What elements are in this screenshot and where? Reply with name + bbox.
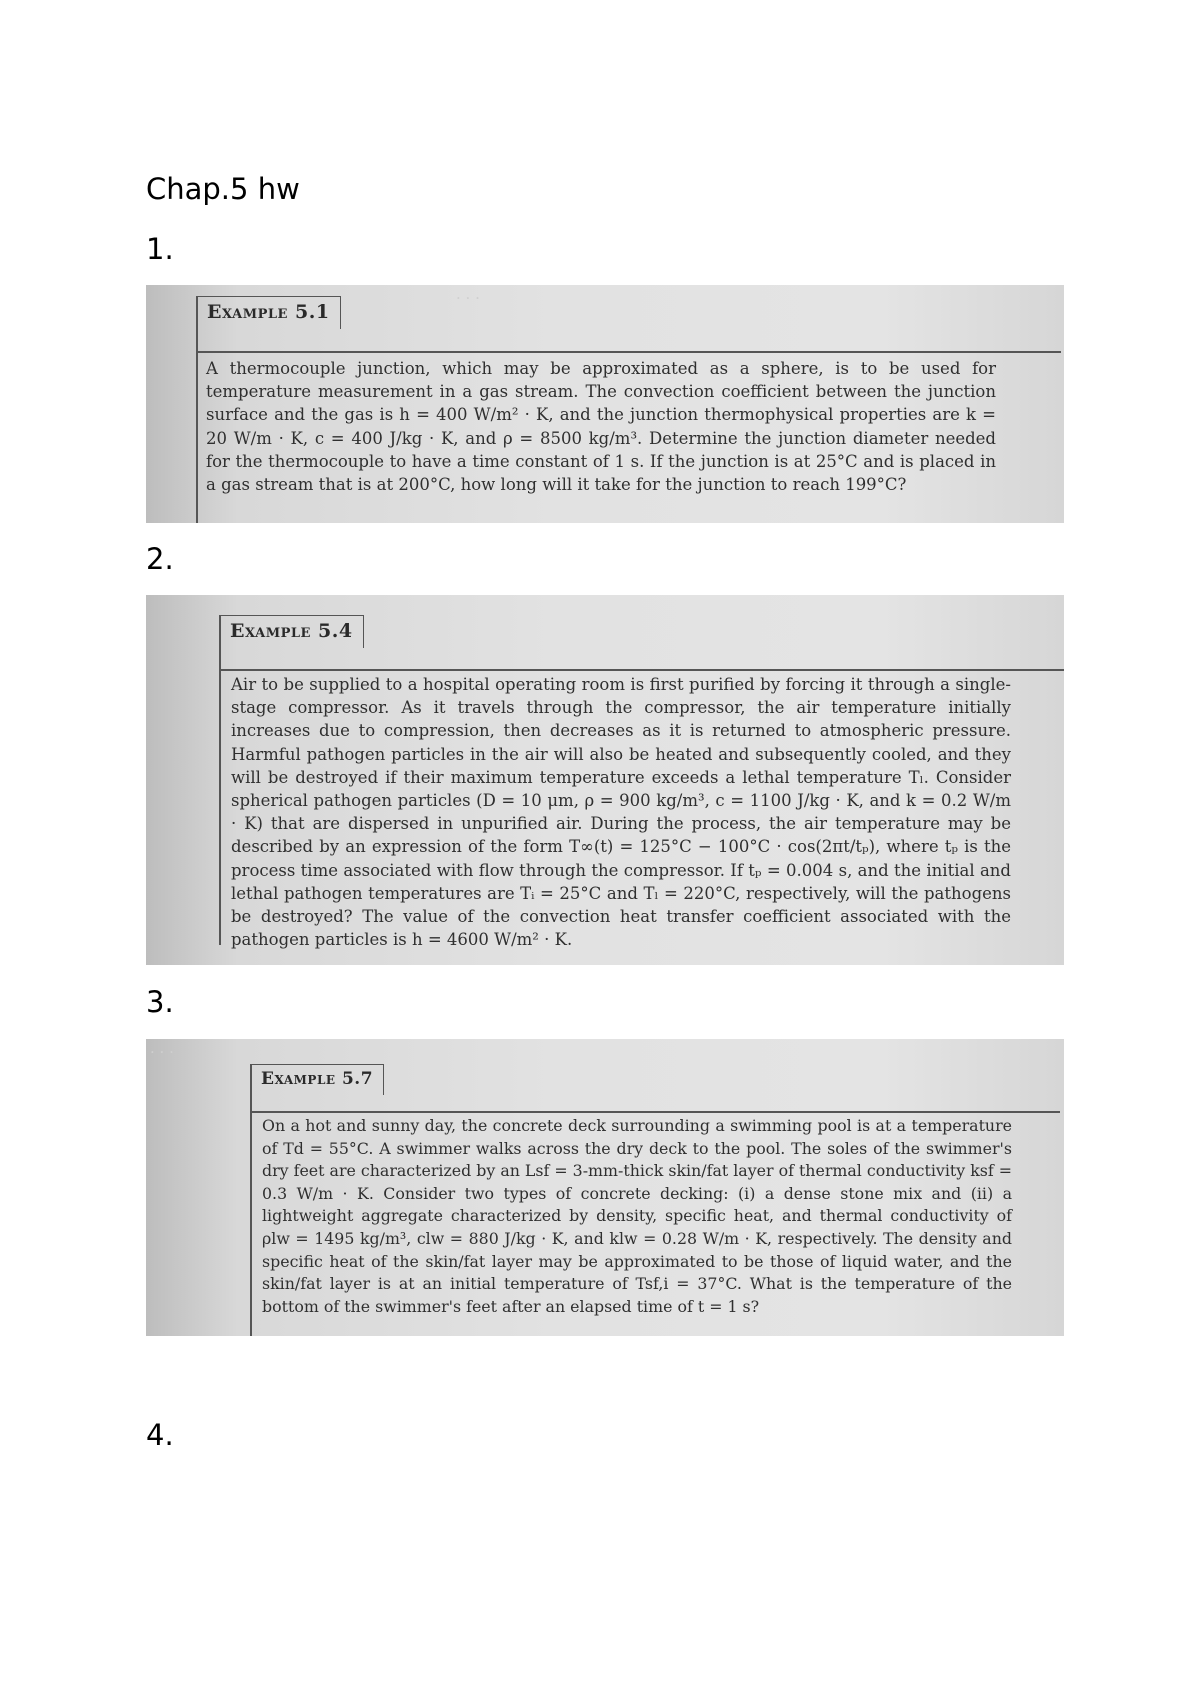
example-top-rule bbox=[219, 669, 1064, 671]
example-photo-1 bbox=[146, 285, 1064, 523]
bleed-through-text: · · · bbox=[456, 289, 480, 307]
example-label: Example 5.4 bbox=[219, 615, 364, 648]
problem-number-2: 2. bbox=[146, 542, 174, 576]
example-top-rule bbox=[250, 1111, 1060, 1113]
example-label: Example 5.7 bbox=[250, 1064, 384, 1095]
problem-number-4: 4. bbox=[146, 1418, 174, 1452]
example-text: On a hot and sunny day, the concrete deck surrounding a swimming pool is at a temperature of Td = 55°C. A swimmer walks across the dry deck to the pool. The soles of the swimmer's dry feet are characterized by an Lsf = 3-mm-thick skin/fat layer of thermal conductivity ksf = 0.3 W/m · K. Consider two types of concrete decking: (i) a dense stone mix and (ii) a lightweight aggregate characterized by density, specific heat, and thermal conductivity of ρlw = 1495 kg/m³, clw = 880 J/kg · K, and klw = 0.28 W/m · K, respectively. The density and specific heat of the skin/fat layer may be approximated to be those of liquid water, and the skin/fat layer is at an initial temperature of Tsf,i = 37°C. What is the temperature of the bottom of the swimmer's feet after an elapsed time of t = 1 s? bbox=[262, 1116, 1012, 1316]
example-photo-2 bbox=[146, 595, 1064, 965]
example-photo-3 bbox=[146, 1039, 1064, 1336]
example-text: A thermocouple junction, which may be approximated as a sphere, is to be used for temperature measurement in a gas stream. The convection coefficient between the junction surface and the gas is h = 400 W/m² · K, and the junction thermophysical properties are k = 20 W/m · K, c = 400 J/kg · K, and ρ = 8500 kg/m³. Determine the junction diameter needed for the thermocouple to have a time constant of 1 s. If the junction is at 25°C and is placed in a gas stream that is at 200°C, how long will it take for the junction to reach 199°C? bbox=[206, 359, 996, 495]
example-left-rule bbox=[250, 1064, 252, 1336]
example-text: Air to be supplied to a hospital operating room is first purified by forcing it through a single-stage compressor. As it travels through the compressor, the air temperature initially increases due to compression, then decreases as it is returned to atmospheric pressure. Harmful pathogen particles in the air will also be heated and subsequently cooled, and they will be destroyed if their maximum temperature exceeds a lethal temperature Tₗ. Consider spherical pathogen particles (D = 10 μm, ρ = 900 kg/m³, c = 1100 J/kg · K, and k = 0.2 W/m · K) that are dispersed in unpurified air. During the process, the air temperature may be described by an expression of the form T∞(t) = 125°C − 100°C · cos(2πt/tₚ), where tₚ is the process time associated with flow through the compressor. If tₚ = 0.004 s, and the initial and lethal pathogen temperatures are Tᵢ = 25°C and Tₗ = 220°C, respectively, will the pathogens be destroyed? The value of the convection heat transfer coefficient associated with the pathogen particles is h = 4600 W/m² · K. bbox=[231, 675, 1011, 950]
example-top-rule bbox=[196, 351, 1061, 353]
bleed-through-text: · · · bbox=[150, 1043, 174, 1061]
example-left-rule bbox=[196, 296, 198, 523]
document-title: Chap.5 hw bbox=[146, 172, 300, 206]
problem-number-1: 1. bbox=[146, 232, 174, 266]
problem-number-3: 3. bbox=[146, 985, 174, 1019]
example-left-rule bbox=[219, 615, 221, 945]
example-label: Example 5.1 bbox=[196, 296, 341, 329]
